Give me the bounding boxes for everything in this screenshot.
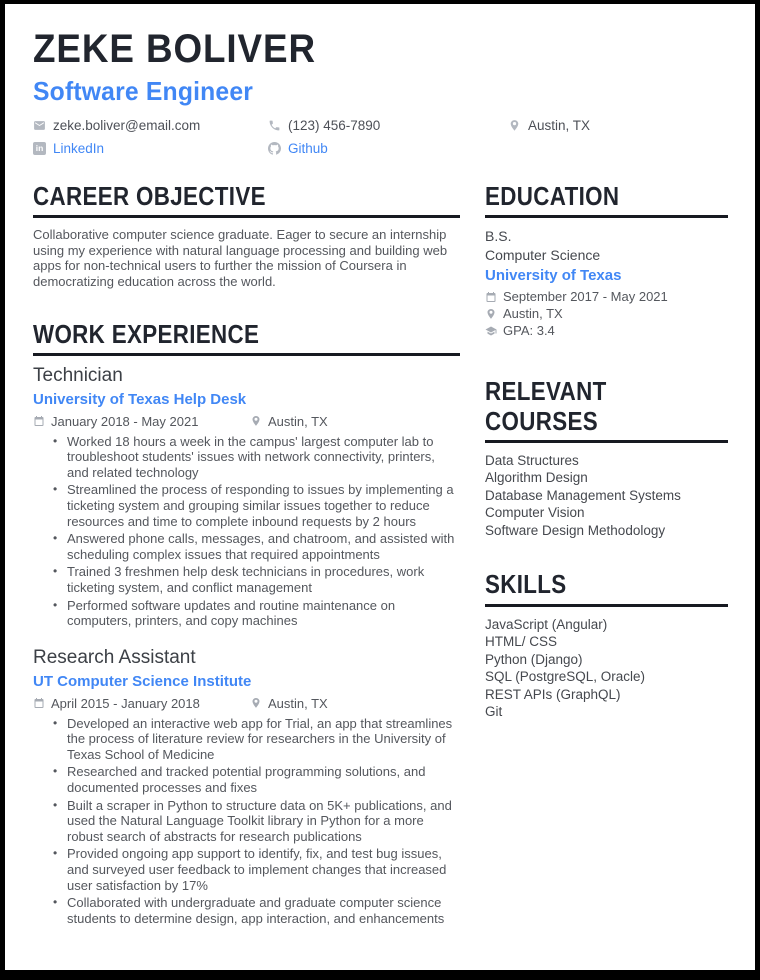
section-skills <box>485 570 728 720</box>
skill-item: JavaScript (Angular) <box>485 616 608 632</box>
education-heading <box>485 182 728 218</box>
job-dates-text: April 2015 - January 2018 <box>51 695 200 711</box>
job-title: Research Assistant <box>33 646 196 668</box>
education-dates <box>485 288 728 305</box>
education-location <box>485 305 728 322</box>
education-major: Computer Science <box>485 247 601 264</box>
contact-github <box>268 141 508 156</box>
skill-item: SQL (PostgreSQL, Oracle) <box>485 669 646 685</box>
bullet-item: • Performed software updates and routine maintenance on computers, printers, and copy machines <box>33 598 460 629</box>
email-text: zeke.boliver@email.com <box>53 117 201 133</box>
location-icon <box>250 697 262 709</box>
job-dates <box>33 414 250 429</box>
resume-content <box>5 4 755 928</box>
job-list <box>33 365 460 926</box>
bullet-item: • Developed an interactive web app for Trial, an app that streamlines the process of literature review for researchers in the University of Texas School of Medicine <box>33 716 460 763</box>
education-gpa-text: GPA: 3.4 <box>503 323 555 339</box>
job-location <box>250 696 328 711</box>
calendar-icon <box>33 697 45 709</box>
job-dates <box>33 696 250 711</box>
career-objective-heading-text: CAREER OBJECTIVE <box>33 180 266 211</box>
contact-email <box>33 118 268 133</box>
job-location <box>250 414 328 429</box>
bullet-item: • Worked 18 hours a week in the campus' largest computer lab to troubleshoot students' issues with network connectivity, printers, and related technology <box>33 434 460 481</box>
education-location-text: Austin, TX <box>503 306 563 322</box>
school-link[interactable]: University of Texas <box>485 267 622 285</box>
phone-text: (123) 456-7890 <box>288 117 381 133</box>
calendar-icon <box>485 291 497 303</box>
skill-item: Python (Django) <box>485 651 583 667</box>
job-meta <box>33 696 460 711</box>
contact-phone <box>268 118 508 133</box>
location-icon <box>485 308 497 320</box>
location-icon <box>508 119 521 132</box>
relevant-courses-heading-text: RELEVANT COURSES <box>485 376 607 436</box>
course-list <box>485 452 728 540</box>
bullet-item: • Researched and tracked potential programming solutions, and documented processes and fixes <box>33 764 460 795</box>
location-text: Austin, TX <box>528 117 591 133</box>
github-icon <box>268 142 281 155</box>
bullet-item: • Provided ongoing app support to identify, fix, and test bug issues, and surveyed user feedback to implement changes that increased user satisfaction by 17% <box>33 846 460 893</box>
course-item: Computer Vision <box>485 505 585 521</box>
skill-item: Git <box>485 704 503 720</box>
career-objective-heading <box>33 182 460 218</box>
skill-item: HTML/ CSS <box>485 634 558 650</box>
education-degree: B.S. <box>485 228 512 245</box>
course-item: Data Structures <box>485 452 579 468</box>
job-dates-text: January 2018 - May 2021 <box>51 413 199 429</box>
candidate-name <box>33 28 728 71</box>
linkedin-link[interactable]: LinkedIn <box>53 140 105 156</box>
course-item: Database Management Systems <box>485 487 681 503</box>
job-meta <box>33 414 460 429</box>
contact-row-1 <box>33 118 728 133</box>
job-entry <box>33 647 460 927</box>
contact-linkedin <box>33 141 268 156</box>
objective-text: Collaborative computer science graduate. Eager to secure an internship using my experience with natural language processing and building web apps for non-technical users to further the mission of Coursera in democratizing education across the world. <box>33 227 448 289</box>
skills-heading-text: SKILLS <box>485 569 567 600</box>
work-experience-heading-text: WORK EXPERIENCE <box>33 318 260 349</box>
graduation-cap-icon <box>485 325 497 337</box>
phone-icon <box>268 119 281 132</box>
job-title: Technician <box>33 364 123 386</box>
company-link[interactable]: University of Texas Help Desk <box>33 390 247 408</box>
skills-heading <box>485 570 728 606</box>
mail-icon <box>33 119 46 132</box>
linkedin-icon: in <box>33 142 46 155</box>
job-entry <box>33 365 460 629</box>
section-education <box>485 182 728 339</box>
contact-info <box>33 118 728 156</box>
left-column <box>33 182 460 929</box>
job-location-text: Austin, TX <box>268 695 328 711</box>
education-gpa <box>485 322 728 339</box>
education-dates-text: September 2017 - May 2021 <box>503 289 668 305</box>
bullet-item: • Streamlined the process of responding to issues by implementing a ticketing system and grouping similar issues together to reduce resources and time to complete inbound requests by 2 hours <box>33 482 460 529</box>
location-icon <box>250 415 262 427</box>
candidate-title-text: Software Engineer <box>33 76 254 107</box>
calendar-icon <box>33 415 45 427</box>
bullet-item: • Built a scraper in Python to structure data on 5K+ publications, and used the Natural Language Toolkit library in Python for a more robust search of abstracts for research publications <box>33 798 460 845</box>
github-link[interactable]: Github <box>288 140 328 156</box>
bullet-item: • Trained 3 freshmen help desk technicians in procedures, work ticketing system, and conflict management <box>33 564 460 595</box>
section-relevant-courses <box>485 377 728 539</box>
section-work-experience <box>33 320 460 927</box>
skill-list <box>485 616 728 721</box>
candidate-name-text: ZEKE BOLIVER <box>33 27 316 71</box>
company-link[interactable]: UT Computer Science Institute <box>33 672 252 690</box>
right-column <box>485 182 728 929</box>
candidate-title <box>33 77 728 106</box>
course-item: Algorithm Design <box>485 470 588 486</box>
course-item: Software Design Methodology <box>485 522 666 538</box>
work-experience-heading <box>33 320 460 356</box>
section-career-objective <box>33 182 460 290</box>
education-heading-text: EDUCATION <box>485 180 620 211</box>
skill-item: REST APIs (GraphQL) <box>485 686 621 702</box>
job-location-text: Austin, TX <box>268 413 328 429</box>
bullet-item: • Answered phone calls, messages, and chatroom, and assisted with scheduling complex issues that required appointments <box>33 531 460 562</box>
bullet-item: • Collaborated with undergraduate and graduate computer science students to determine design, app interaction, and enhancements <box>33 895 460 926</box>
contact-location <box>508 118 590 133</box>
resume-header <box>33 28 728 156</box>
relevant-courses-heading <box>485 377 728 443</box>
contact-row-2 <box>33 141 728 156</box>
resume-body <box>33 182 728 929</box>
job-bullets <box>33 716 460 927</box>
resume-page <box>5 4 755 970</box>
job-bullets <box>33 434 460 629</box>
